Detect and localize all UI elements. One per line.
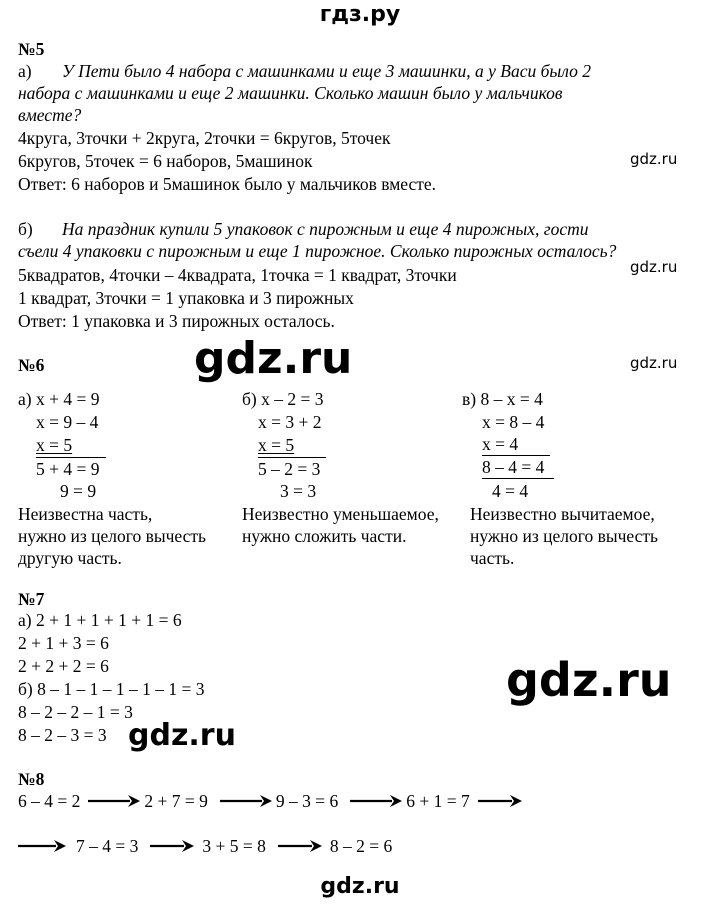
task7-line3: 2 + 2 + 2 = 6: [18, 656, 109, 676]
task5a-label: а): [18, 61, 32, 81]
arrow-right-icon: [278, 839, 322, 853]
task8-step3: 9 – 3 = 6: [275, 791, 339, 811]
task5a-problem-line1: У Пети было 4 набора с машинками и еще 3 машинки, а у Васи было 2: [62, 61, 591, 81]
task5a-solution-line2: 6кругов, 5точек = 6 наборов, 5машинок: [18, 151, 313, 171]
task5b-label: б): [18, 219, 33, 239]
task5b-answer: Ответ: 1 упаковка и 3 пирожных осталось.: [18, 311, 335, 331]
task6c-line3: x = 4: [482, 434, 550, 456]
arrow-right-icon: [150, 839, 194, 853]
arrow-right-icon: [88, 794, 140, 808]
watermark-large: gdz.ru: [194, 333, 353, 384]
arrow-right-icon: [478, 794, 522, 808]
task7-number: №7: [18, 589, 45, 609]
task5b-problem-line1: На праздник купили 5 упаковок с пирожным и еще 4 пирожных, гости: [62, 219, 589, 239]
watermark-footer: gdz.ru: [320, 874, 400, 899]
task7-line4: б) 8 – 1 – 1 – 1 – 1 – 1 = 3: [18, 679, 205, 699]
task7-line1: а) 2 + 1 + 1 + 1 + 1 = 6: [18, 610, 182, 630]
watermark: gdz.ru: [630, 354, 678, 372]
task6b-line1: б) x – 2 = 3: [242, 389, 324, 409]
task7-line6: 8 – 2 – 3 = 3: [18, 725, 107, 745]
task6a-line3: x = 5: [36, 435, 73, 455]
arrow-right-icon: [220, 794, 272, 808]
task5b-problem-line2: съели 4 упаковки с пирожным и еще 1 пирожное. Сколько пирожных осталось?: [18, 241, 617, 261]
task6a-line5: 9 = 9: [60, 481, 97, 501]
task5a-problem-line3: вместе?: [18, 105, 82, 125]
arrow-right-icon: [350, 794, 402, 808]
task8-step1: 6 – 4 = 2: [18, 791, 81, 811]
task7-line5: 8 – 2 – 2 – 1 = 3: [18, 702, 133, 722]
task8-chain-row1: [18, 790, 522, 812]
site-header: гдз.ру: [319, 2, 401, 27]
watermark-medium: gdz.ru: [128, 718, 236, 753]
task6b-line3: x = 5: [258, 435, 295, 455]
task6a-line1: а) x + 4 = 9: [18, 389, 100, 409]
task8-chain-row2: [18, 835, 392, 857]
task6a-note1: Неизвестна часть,: [18, 504, 153, 524]
arrow-right-icon: [18, 839, 66, 853]
task6b-note1: Неизвестно уменьшаемое,: [242, 504, 439, 524]
task6c-line1: в) 8 – x = 4: [462, 389, 543, 409]
task6c-line2: x = 8 – 4: [482, 412, 545, 432]
task6c-note1: Неизвестно вычитаемое,: [470, 504, 655, 524]
task6a-note3: другую часть.: [18, 548, 122, 568]
watermark-large: gdz.ru: [506, 653, 672, 707]
task5a-problem-line2: набора с машинками и еще 2 машинки. Сколько машин было у мальчиков: [18, 83, 563, 103]
task6a-line2: x = 9 – 4: [36, 412, 99, 432]
task6b-line4: 5 – 2 = 3: [258, 457, 326, 480]
watermark: gdz.ru: [630, 258, 678, 276]
task6c-line5: 4 = 4: [492, 481, 529, 501]
task5-number: №5: [18, 39, 45, 59]
task6a-line4: 5 + 4 = 9: [36, 457, 106, 480]
task6c-line4: 8 – 4 = 4: [482, 457, 554, 479]
task5b-solution-line1: 5квадратов, 4точки – 4квадрата, 1точка = 1 квадрат, 3точки: [18, 265, 457, 285]
task6b-line2: x = 3 + 2: [258, 412, 322, 432]
task5a-solution-line1: 4круга, 3точки + 2круга, 2точки = 6кругов, 5точек: [18, 128, 391, 148]
task8-number: №8: [18, 769, 45, 789]
task8-step2: 2 + 7 = 9: [144, 791, 208, 811]
task5b-solution-line2: 1 квадрат, 3точки = 1 упаковка и 3 пирожных: [18, 288, 354, 308]
task6b-note2: нужно сложить части.: [242, 526, 407, 546]
task7-line2: 2 + 1 + 3 = 6: [18, 633, 109, 653]
task6c-note2: нужно из целого вычесть: [470, 526, 659, 546]
task8-step7: 8 – 2 = 6: [329, 836, 393, 856]
task6c-note3: часть.: [470, 548, 515, 568]
task6a-note2: нужно из целого вычесть: [18, 526, 207, 546]
task8-step4: 6 + 1 = 7: [406, 791, 470, 811]
task5a-answer: Ответ: 6 наборов и 5машинок было у мальчиков вместе.: [18, 174, 437, 194]
task6b-line5: 3 = 3: [280, 481, 317, 501]
watermark: gdz.ru: [630, 150, 678, 168]
task8-step5: 7 – 4 = 3: [76, 836, 139, 856]
task8-step6: 3 + 5 = 8: [202, 836, 266, 856]
task6-number: №6: [18, 355, 45, 375]
